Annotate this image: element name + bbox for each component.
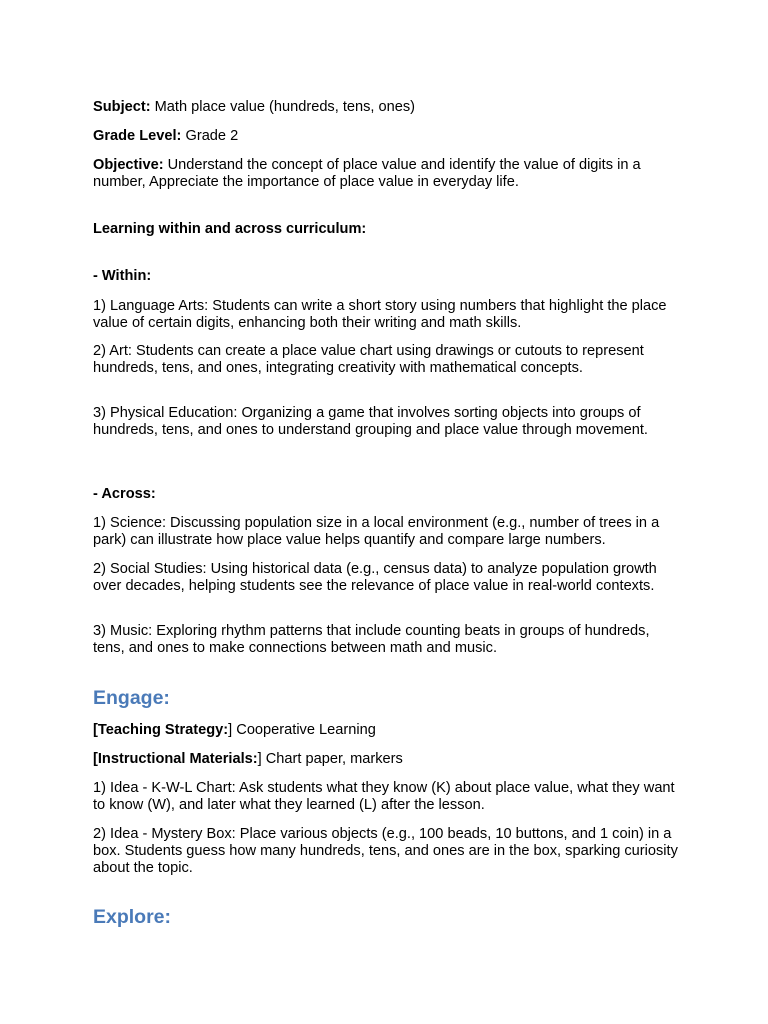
instructional-materials-label: Instructional Materials:: [97, 751, 258, 767]
teaching-strategy-label: Teaching Strategy:: [97, 722, 229, 738]
within-item: 3) Physical Education: Organizing a game that involves sorting objects into groups of hundreds, tens, and ones to understand grouping and place value through movement.: [93, 405, 648, 438]
subject-label: Subject:: [93, 99, 151, 115]
grade-level-line: [93, 128, 683, 145]
teaching-strategy-line: [Teaching Strategy:] Cooperative Learning: [93, 722, 376, 738]
teaching-strategy-value: ] Cooperative Learning: [228, 722, 376, 738]
engage-heading: Engage:: [93, 687, 170, 709]
within-item: 1) Language Arts: Students can write a short story using numbers that highlight the place value of certain digits, enhancing both their writing and math skills.: [93, 298, 667, 331]
within-label: - Within:: [93, 268, 152, 284]
engage-idea: 1) Idea - K-W-L Chart: Ask students what they know (K) about place value, what they want to know (W), and later what they learned (L) after the lesson.: [93, 780, 675, 813]
subject-value: Math place value (hundreds, tens, ones): [150, 99, 416, 115]
explore-heading: Explore:: [93, 906, 172, 928]
grade-level-label: Grade Level:: [93, 128, 182, 144]
subject-line: [93, 99, 683, 116]
objective-paragraph: [93, 157, 683, 191]
across-item: 1) Science: Discussing population size in a local environment (e.g., number of trees in a park) can illustrate how place value helps quantify and compare large numbers.: [93, 515, 660, 548]
across-item: 3) Music: Exploring rhythm patterns that include counting beats in groups of hundreds, tens, and ones to make connections between math and music.: [93, 623, 650, 656]
objective-label: Objective:: [93, 157, 164, 173]
within-item: 2) Art: Students can create a place value chart using drawings or cutouts to represent hundreds, tens, and ones, integrating creativity with mathematical concepts.: [93, 343, 644, 376]
engage-idea: 2) Idea - Mystery Box: Place various objects (e.g., 100 beads, 10 buttons, and 1 coin) in a box. Students guess how many hundreds, tens, and ones are in the box, sparking curiosity about the topic.: [93, 826, 678, 876]
grade-level-value: Grade 2: [181, 128, 239, 144]
instructional-materials-value: ] Chart paper, markers: [257, 751, 403, 767]
across-item: 2) Social Studies: Using historical data (e.g., census data) to analyze population growth over decades, helping students see the relevance of place value in real-world contexts.: [93, 561, 657, 594]
across-label: - Across:: [93, 486, 156, 502]
curriculum-heading: Learning within and across curriculum:: [93, 221, 367, 237]
instructional-materials-line: [Instructional Materials:] Chart paper, markers: [93, 751, 403, 767]
objective-value: Understand the concept of place value and identify the value of digits in a number, Appreciate the importance of place value in everyday life.: [93, 157, 641, 190]
